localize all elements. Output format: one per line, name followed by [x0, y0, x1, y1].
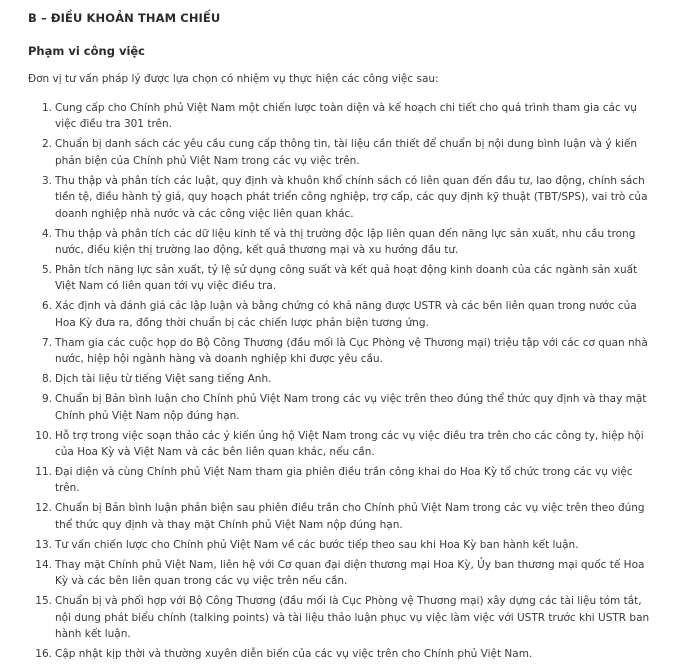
list-item: [28, 391, 656, 424]
list-item-number: 15.: [35, 595, 52, 608]
list-item-text: Tham gia các cuộc họp do Bộ Công Thương (đầu mối là Cục Phòng vệ Thương mại) triệu tập với các cơ quan nhà nước, hiệp hội ngành hàng và doanh nghiệp khi được yêu cầu.: [55, 336, 648, 366]
list-item-text: Cập nhật kịp thời và thường xuyên diễn biến của các vụ việc trên cho Chính phủ Việt Nam.: [55, 648, 533, 661]
list-item-number: 5.: [41, 264, 52, 277]
list-item-number: 8.: [41, 373, 52, 386]
list-item: [28, 298, 656, 331]
list-item-number: 10.: [35, 429, 52, 442]
list-item-text: Thay mặt Chính phủ Việt Nam, liên hệ với Cơ quan đại diện thương mại Hoa Kỳ, Ủy ban thương mại quốc tế Hoa Kỳ và các bên liên quan trong các vụ việc trên nếu cần.: [55, 558, 645, 588]
list-item-number: 2.: [41, 138, 52, 151]
list-item: [28, 335, 656, 368]
list-item-text: Chuẩn bị Bản bình luận phản biện sau phiên điều trần cho Chính phủ Việt Nam trong các vụ việc trên theo đúng thể thức quy định và thay mặt Chính phủ Việt Nam nộp đúng hạn.: [55, 502, 645, 531]
document-title: B – ĐIỀU KHOẢN THAM CHIẾU: [28, 11, 221, 25]
list-item: [28, 428, 656, 461]
list-item-text: Xác định và đánh giá các lập luận và bằng chứng có khả năng được USTR và các bên liên quan trong nước của Hoa Kỳ đưa ra, đồng thời chuẩn bị các chiến lược phản biện tương ứng.: [55, 300, 637, 329]
list-item-number: 11.: [35, 466, 52, 479]
task-list: [28, 100, 656, 666]
list-item-number: 14.: [35, 558, 52, 571]
list-item-text: Chuẩn bị Bản bình luận cho Chính phủ Việt Nam trong các vụ việc trên theo đúng thể thức quy định và thay mặt Chính phủ Việt Nam nộp đúng hạn.: [55, 393, 647, 422]
list-item: [28, 136, 656, 169]
list-item: [28, 537, 656, 553]
list-item-number: 13.: [35, 538, 52, 551]
list-item: [28, 173, 656, 222]
list-item-number: 9.: [41, 393, 52, 406]
list-item-text: Tư vấn chiến lược cho Chính phủ Việt Nam về các bước tiếp theo sau khi Hoa Kỳ ban hành kết luận.: [55, 538, 579, 551]
list-item: [28, 262, 656, 295]
list-item: [28, 226, 656, 259]
list-item-number: 7.: [41, 336, 52, 349]
list-item: [28, 100, 656, 133]
list-item-number: 3.: [41, 174, 52, 187]
list-item-text: Hỗ trợ trong việc soạn thảo các ý kiến ủng hộ Việt Nam trong các vụ việc điều tra trên cho các công ty, hiệp hội của Hoa Kỳ và Việt Nam và các bên liên quan khác, nếu cần.: [55, 429, 644, 459]
section-heading: Phạm vi công việc: [28, 44, 145, 58]
list-item-number: 16.: [35, 648, 52, 661]
intro-paragraph: Đơn vị tư vấn pháp lý được lựa chọn có nhiệm vụ thực hiện các công việc sau:: [28, 73, 439, 85]
list-item-text: Chuẩn bị danh sách các yêu cầu cung cấp thông tin, tài liệu cần thiết để chuẩn bị nội dung bình luận và ý kiến phản biện của Chính phủ Việt Nam trong các vụ việc trên.: [55, 138, 638, 167]
list-item-number: 4.: [41, 227, 52, 240]
list-item-text: Thu thập và phân tích các dữ liệu kinh tế và thị trường độc lập liên quan đến năng lực sản xuất, nhu cầu trong nước, điều kiện thị trường lao động, kết quả thương mại và xu hướng đầu tư.: [55, 227, 636, 257]
list-item: [28, 646, 656, 662]
list-item: [28, 557, 656, 590]
list-item: [28, 500, 656, 533]
list-item-text: Thu thập và phân tích các luật, quy định và khuôn khổ chính sách có liên quan đến đầu tư, lao động, chính sách tiền tệ, điều hành tỷ giá, quy hoạch phát triển công nghiệp, trợ cấp, các quy định kỹ thuật (TBT/SPS), vai trò của doanh nghiệp nhà nước và các công việc liên quan khác.: [55, 174, 648, 220]
list-item: [28, 371, 656, 387]
list-item-number: 1.: [41, 102, 52, 114]
list-item-text: Cung cấp cho Chính phủ Việt Nam một chiến lược toàn diện và kế hoạch chi tiết cho quá trình tham gia các vụ việc điều tra 301 trên.: [55, 102, 637, 131]
list-item-text: Chuẩn bị và phối hợp với Bộ Công Thương (đầu mối là Cục Phòng vệ Thương mại) xây dựng các tài liệu tóm tắt, nội dung phát biểu chính (talking points) và tài liệu thảo luận phục vụ việc làm việc với USTR trước khi USTR ban hành kết luận.: [55, 595, 650, 641]
list-item-number: 6.: [41, 300, 52, 313]
list-item-number: 12.: [35, 502, 52, 515]
list-item: [28, 593, 656, 642]
list-item-text: Dịch tài liệu từ tiếng Việt sang tiếng Anh.: [55, 373, 272, 386]
list-item: [28, 464, 656, 497]
list-item-text: Phân tích năng lực sản xuất, tỷ lệ sử dụng công suất và kết quả hoạt động kinh doanh của các ngành sản xuất Việt Nam có liên quan tới vụ việc điều tra.: [55, 264, 638, 293]
list-item-text: Đại diện và cùng Chính phủ Việt Nam tham gia phiên điều trần công khai do Hoa Kỳ tổ chức trong các vụ việc trên.: [55, 466, 633, 495]
